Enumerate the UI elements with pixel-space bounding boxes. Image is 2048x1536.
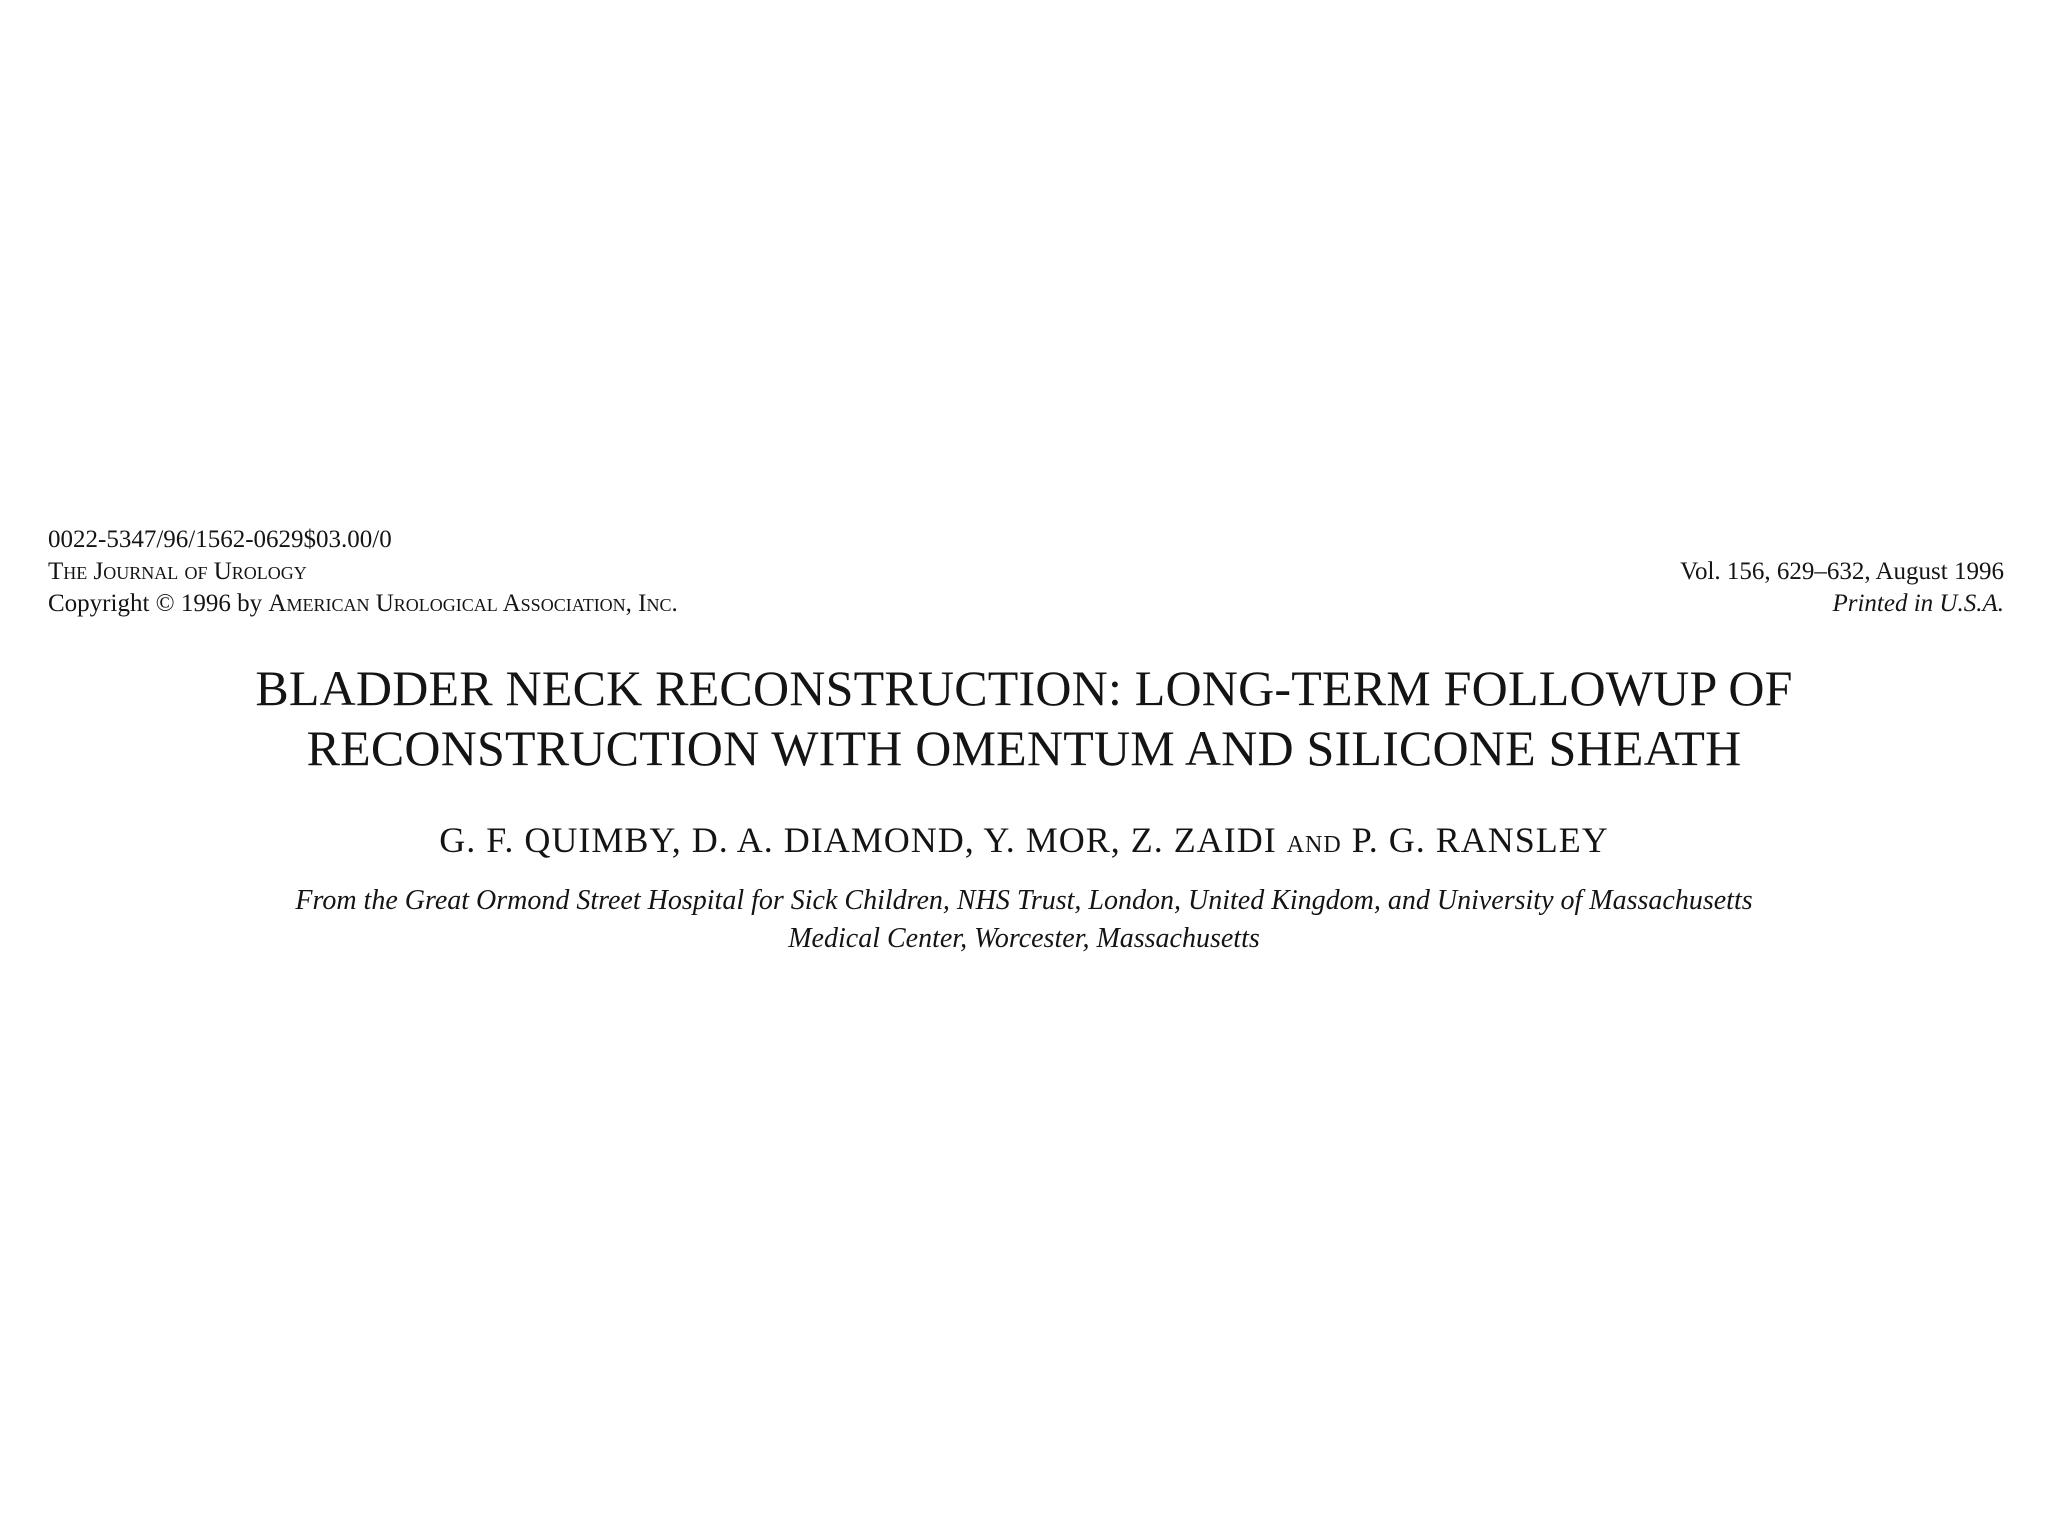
journal-name: The Journal of Urology	[48, 558, 307, 585]
authors-last: P. G. RANSLEY	[1351, 820, 1609, 860]
printed-location: Printed in U.S.A.	[1832, 590, 2004, 617]
association-name: American Urological Association, Inc.	[268, 590, 678, 617]
journal-header-left	[48, 524, 678, 620]
authors-and: and	[1286, 823, 1342, 860]
affiliation	[0, 882, 2048, 958]
volume-citation: Vol. 156, 629–632, August 1996	[1680, 558, 2004, 585]
article-title-line-2: RECONSTRUCTION WITH OMENTUM AND SILICONE SHEATH	[306, 720, 1742, 776]
journal-header-right	[1680, 556, 2004, 620]
article-title-line-1: BLADDER NECK RECONSTRUCTION: LONG-TERM FOLLOWUP OF	[255, 660, 1793, 716]
article-title	[0, 658, 2048, 778]
authors-main: G. F. QUIMBY, D. A. DIAMOND, Y. MOR, Z. ZAIDI	[439, 820, 1277, 860]
affiliation-line-2: Medical Center, Worcester, Massachusetts	[788, 923, 1260, 954]
affiliation-line-1: From the Great Ormond Street Hospital for Sick Children, NHS Trust, London, United Kingdom, and University of Massachusetts	[295, 885, 1753, 916]
doi-code: 0022-5347/96/1562-0629$03.00/0	[48, 526, 392, 553]
author-list	[0, 818, 2048, 864]
copyright-line	[48, 588, 678, 620]
copyright-prefix: Copyright © 1996 by	[48, 590, 269, 617]
